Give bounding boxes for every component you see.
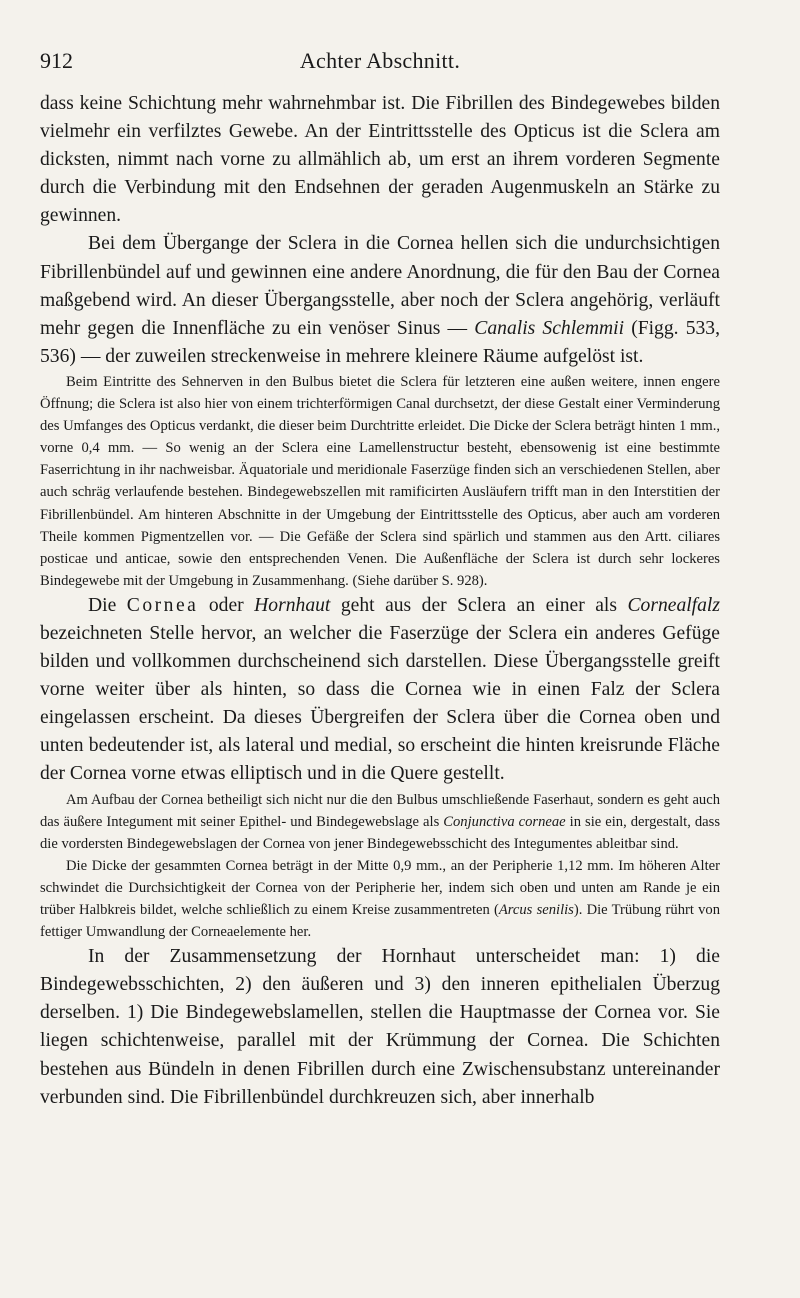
page-header (40, 48, 720, 78)
running-head: Achter Abschnitt. (299, 48, 461, 73)
paragraph-3-text-e: geht aus der Sclera an einer als (330, 594, 628, 616)
page-body (40, 90, 720, 1112)
small-print-3-text-a: Die Dicke der gesammten Cornea beträgt in der Mitte 0,9 mm., an der Peripherie 1,12 mm. Im höheren Alter schwindet die Durchsichtigkeit der Cornea von der Peripherie her, indem sich oben und unten am Rande je ein trüber Halbkreis bildet, welche schließlich zu einem Kreise zusammentreten ( (40, 857, 720, 918)
paragraph-3-text-g: bezeichneten Stelle hervor, an welcher die Faserzüge der Sclera ein anderes Gefüge bilden und vollkommen durchscheinend sich darstellen. Diese Übergangsstelle greift vorne weiter über als hinten, so dass die Cornea wie in einen Falz der Sclera eingelassen erscheint. Da dieses Übergreifen der Sclera über die Cornea oben und unten bedeutender ist, als lateral und medial, so erscheint die hinten kreisrunde Fläche der Cornea vorne etwas elliptisch und in die Quere gestellt. (40, 622, 720, 785)
paragraph-1: dass keine Schichtung mehr wahrnehmbar ist. Die Fibrillen des Bindegewebes bilden vielmehr ein verfilztes Gewebe. An der Eintrittsstelle des Opticus ist die Sclera am dicksten, nimmt nach vorne zu allmählich ab, um erst an ihrem vorderen Segmente durch die Verbindung mit den Endsehnen der geraden Augenmuskeln an Stärke zu gewinnen. (40, 93, 720, 227)
paragraph-2-text-a: Bei dem Übergange der Sclera in die Cornea hellen sich die undurchsichtigen Fibrillenbündel auf und gewinnen eine andere Anordnung, die für den Bau der Cornea maßgebend wird. An dieser Übergangsstelle, aber noch der Sclera angehörig, verläuft mehr gegen die Innenfläche zu ein venöser Sinus — (40, 233, 720, 339)
small-print-2-text-c: in sie ein, dergestalt, dass die vordersten Bindegewebslagen der Cornea von jener Bindegewebsschicht des Integumentes ableitbar sind. (40, 813, 720, 852)
small-print-3-text-c: ). Die Trübung rührt von fettiger Umwandlung der Corneaelemente her. (40, 902, 721, 941)
small-print-2 (40, 789, 720, 855)
paragraph-2-text-c: (Figg. 533, 536) — der zuweilen streckenweise in mehrere kleinere Räume aufgelöst ist. (40, 317, 720, 367)
cornealfalz-term: Cornealfalz (627, 594, 720, 616)
page-number: 912 (40, 48, 73, 73)
conjunctiva-term: Conjunctiva corneae (443, 813, 566, 830)
small-print-3 (40, 855, 720, 943)
small-print-2-text-a: Am Aufbau der Cornea betheiligt sich nicht nur die den Bulbus umschließende Faserhaut, sondern es geht auch das äußere Integument mit seiner Epithel- und Bindegewebslage als (40, 791, 720, 830)
hornhaut-term: Hornhaut (254, 594, 331, 616)
paragraph-2 (40, 230, 720, 370)
paragraph-3 (40, 592, 720, 789)
paragraph-3-text-a: Die (88, 594, 127, 616)
cornea-term: Cornea (126, 594, 199, 616)
paragraph-3-text-c: oder (198, 594, 255, 616)
canalis-schlemmii-term: Canalis Schlemmii (474, 317, 625, 339)
arcus-senilis-term: Arcus senilis (498, 902, 574, 918)
small-print-1: Beim Eintritte des Sehnerven in den Bulbus bietet die Sclera für letzteren eine außen weitere, innen engere Öffnung; die Sclera ist also hier von einem trichterförmigen Canal durchsetzt, der diese Gestalt einer Verminderung des Umfanges des Opticus verdankt, die dieser beim Durchtritte erleidet. Die Dicke der Sclera beträgt hinten 1 mm., vorne 0,4 mm. — So wenig an der Sclera eine Lamellenstructur besteht, ebensowenig ist eine bestimmte Faserrichtung in ihr nachweisbar. Äquatoriale und meridionale Faserzüge finden sich an verschiedenen Stellen, aber auch schräg verlaufende bestehen. Bindegewebszellen mit ramificirten Ausläufern trifft man in den Interstitien der Fibrillenbündel. Am hinteren Abschnitte in der Umgebung der Eintrittsstelle des Opticus, aber auch am vorderen Theile kommen Pigmentzellen vor. — Die Gefäße der Sclera sind spärlich und stammen aus den Artt. ciliares posticae und anticae, sowie den entsprechenden Venen. Die Außenfläche der Sclera ist durch sehr lockeres Bindegewebe mit der Umgebung in Zusammenhang. (Siehe darüber S. 928). (40, 373, 720, 589)
paragraph-4: In der Zusammensetzung der Hornhaut unterscheidet man: 1) die Bindegewebsschichten, 2) den äußeren und 3) den inneren epithelialen Überzug derselben. 1) Die Bindegewebslamellen, stellen die Hauptmasse der Cornea vor. Sie liegen schichtenweise, parallel mit der Krümmung der Cornea. Die Schichten bestehen aus Bündeln in denen Fibrillen durch eine Zwischensubstanz untereinander verbunden sind. Die Fibrillenbündel durchkreuzen sich, aber innerhalb (40, 946, 720, 1108)
